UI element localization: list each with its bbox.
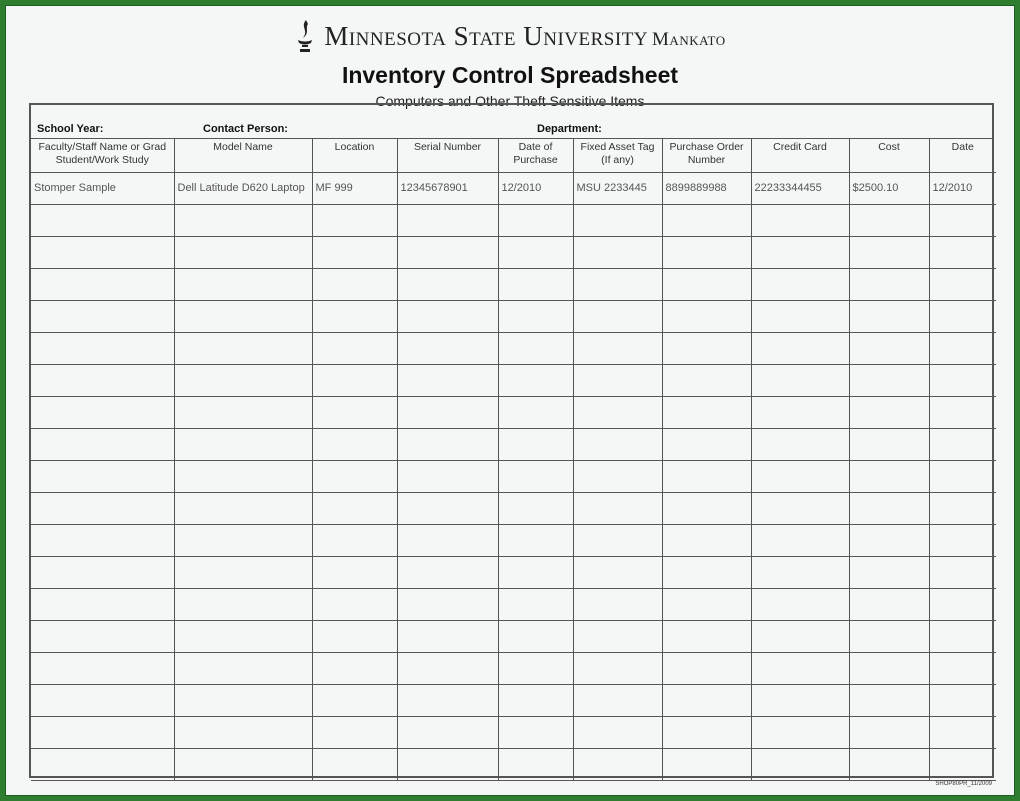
table-cell[interactable]: 8899889988 bbox=[662, 172, 751, 204]
blank-cell[interactable] bbox=[174, 524, 312, 556]
blank-table-row bbox=[31, 364, 996, 396]
column-header: Credit Card bbox=[751, 139, 849, 172]
blank-cell[interactable] bbox=[498, 716, 573, 748]
blank-table-row bbox=[31, 204, 996, 236]
blank-cell[interactable] bbox=[662, 300, 751, 332]
blank-cell[interactable] bbox=[174, 620, 312, 652]
blank-cell[interactable] bbox=[174, 332, 312, 364]
blank-cell[interactable] bbox=[397, 396, 498, 428]
blank-cell[interactable] bbox=[751, 492, 849, 524]
blank-cell[interactable] bbox=[397, 460, 498, 492]
blank-table-row bbox=[31, 556, 996, 588]
table-cell[interactable]: MF 999 bbox=[312, 172, 397, 204]
blank-cell[interactable] bbox=[312, 332, 397, 364]
blank-cell[interactable] bbox=[751, 588, 849, 620]
blank-table-row bbox=[31, 620, 996, 652]
form-page bbox=[5, 5, 1015, 796]
blank-cell[interactable] bbox=[174, 588, 312, 620]
blank-cell[interactable] bbox=[174, 396, 312, 428]
blank-cell[interactable] bbox=[397, 300, 498, 332]
blank-cell[interactable] bbox=[498, 364, 573, 396]
blank-cell[interactable] bbox=[573, 748, 662, 780]
blank-cell[interactable] bbox=[498, 620, 573, 652]
blank-cell[interactable] bbox=[31, 332, 174, 364]
blank-cell[interactable] bbox=[662, 748, 751, 780]
blank-cell[interactable] bbox=[662, 428, 751, 460]
blank-cell[interactable] bbox=[751, 556, 849, 588]
blank-cell[interactable] bbox=[751, 684, 849, 716]
table-cell[interactable]: 12345678901 bbox=[397, 172, 498, 204]
blank-cell[interactable] bbox=[31, 588, 174, 620]
blank-cell[interactable] bbox=[312, 620, 397, 652]
blank-cell[interactable] bbox=[662, 396, 751, 428]
blank-cell[interactable] bbox=[174, 460, 312, 492]
blank-cell[interactable] bbox=[573, 300, 662, 332]
blank-cell[interactable] bbox=[31, 492, 174, 524]
blank-cell[interactable] bbox=[312, 556, 397, 588]
blank-cell[interactable] bbox=[573, 684, 662, 716]
blank-cell[interactable] bbox=[31, 716, 174, 748]
blank-table-row bbox=[31, 588, 996, 620]
blank-cell[interactable] bbox=[397, 652, 498, 684]
blank-cell[interactable] bbox=[849, 588, 929, 620]
blank-cell[interactable] bbox=[498, 236, 573, 268]
document-subtitle: Computers and Other Theft Sensitive Items bbox=[375, 93, 645, 109]
blank-cell[interactable] bbox=[573, 524, 662, 556]
blank-cell[interactable] bbox=[397, 364, 498, 396]
blank-cell[interactable] bbox=[849, 556, 929, 588]
blank-cell[interactable] bbox=[849, 492, 929, 524]
blank-cell[interactable] bbox=[498, 268, 573, 300]
blank-cell[interactable] bbox=[573, 364, 662, 396]
table-cell[interactable]: Stomper Sample bbox=[31, 172, 174, 204]
blank-cell[interactable] bbox=[174, 364, 312, 396]
blank-cell[interactable] bbox=[929, 748, 996, 780]
blank-cell[interactable] bbox=[849, 684, 929, 716]
table-row bbox=[31, 172, 996, 204]
blank-cell[interactable] bbox=[498, 332, 573, 364]
blank-cell[interactable] bbox=[929, 556, 996, 588]
column-header: Purchase Order Number bbox=[662, 139, 751, 172]
blank-cell[interactable] bbox=[662, 236, 751, 268]
university-name bbox=[324, 21, 725, 52]
blank-cell[interactable] bbox=[573, 588, 662, 620]
blank-cell[interactable] bbox=[662, 556, 751, 588]
blank-table-row bbox=[31, 300, 996, 332]
column-header: Faculty/Staff Name or Grad Student/Work Study bbox=[31, 139, 174, 172]
blank-cell[interactable] bbox=[31, 460, 174, 492]
blank-cell[interactable] bbox=[174, 652, 312, 684]
blank-table-row bbox=[31, 748, 996, 780]
column-header: Location bbox=[312, 139, 397, 172]
blank-cell[interactable] bbox=[662, 524, 751, 556]
blank-cell[interactable] bbox=[751, 652, 849, 684]
blank-cell[interactable] bbox=[929, 620, 996, 652]
blank-cell[interactable] bbox=[573, 204, 662, 236]
blank-cell[interactable] bbox=[662, 620, 751, 652]
blank-cell[interactable] bbox=[573, 492, 662, 524]
blank-cell[interactable] bbox=[573, 236, 662, 268]
column-header: Fixed Asset Tag (If any) bbox=[573, 139, 662, 172]
blank-cell[interactable] bbox=[573, 428, 662, 460]
table-body bbox=[31, 172, 996, 780]
blank-cell[interactable] bbox=[849, 204, 929, 236]
blank-cell[interactable] bbox=[174, 684, 312, 716]
torch-flame-icon bbox=[294, 18, 316, 54]
blank-cell[interactable] bbox=[751, 364, 849, 396]
blank-cell[interactable] bbox=[929, 396, 996, 428]
blank-cell[interactable] bbox=[849, 524, 929, 556]
table-cell[interactable]: MSU 2233445 bbox=[573, 172, 662, 204]
blank-cell[interactable] bbox=[929, 524, 996, 556]
blank-cell[interactable] bbox=[397, 556, 498, 588]
blank-cell[interactable] bbox=[849, 620, 929, 652]
blank-cell[interactable] bbox=[751, 236, 849, 268]
blank-cell[interactable] bbox=[751, 620, 849, 652]
university-name-text: Minnesota State University bbox=[324, 20, 649, 51]
blank-cell[interactable] bbox=[31, 268, 174, 300]
column-header: Serial Number bbox=[397, 139, 498, 172]
form-header bbox=[6, 16, 1014, 109]
blank-cell[interactable] bbox=[498, 300, 573, 332]
blank-table-row bbox=[31, 684, 996, 716]
blank-cell[interactable] bbox=[751, 748, 849, 780]
blank-cell[interactable] bbox=[751, 428, 849, 460]
info-row bbox=[31, 105, 992, 139]
blank-cell[interactable] bbox=[573, 716, 662, 748]
blank-cell[interactable] bbox=[662, 460, 751, 492]
blank-cell[interactable] bbox=[662, 652, 751, 684]
blank-cell[interactable] bbox=[31, 204, 174, 236]
blank-cell[interactable] bbox=[849, 396, 929, 428]
blank-cell[interactable] bbox=[312, 460, 397, 492]
blank-cell[interactable] bbox=[929, 588, 996, 620]
blank-table-row bbox=[31, 524, 996, 556]
blank-cell[interactable] bbox=[312, 396, 397, 428]
blank-cell[interactable] bbox=[573, 652, 662, 684]
blank-cell[interactable] bbox=[498, 588, 573, 620]
blank-cell[interactable] bbox=[929, 492, 996, 524]
blank-cell[interactable] bbox=[397, 524, 498, 556]
blank-cell[interactable] bbox=[31, 652, 174, 684]
blank-cell[interactable] bbox=[312, 428, 397, 460]
blank-cell[interactable] bbox=[662, 268, 751, 300]
blank-cell[interactable] bbox=[849, 652, 929, 684]
blank-cell[interactable] bbox=[929, 364, 996, 396]
blank-cell[interactable] bbox=[397, 716, 498, 748]
blank-cell[interactable] bbox=[498, 652, 573, 684]
blank-cell[interactable] bbox=[662, 716, 751, 748]
blank-cell[interactable] bbox=[397, 332, 498, 364]
blank-cell[interactable] bbox=[498, 748, 573, 780]
blank-cell[interactable] bbox=[573, 620, 662, 652]
blank-cell[interactable] bbox=[662, 684, 751, 716]
blank-cell[interactable] bbox=[849, 268, 929, 300]
blank-cell[interactable] bbox=[573, 556, 662, 588]
blank-cell[interactable] bbox=[31, 236, 174, 268]
inventory-table bbox=[31, 139, 996, 781]
blank-cell[interactable] bbox=[174, 556, 312, 588]
table-cell[interactable]: $2500.10 bbox=[849, 172, 929, 204]
blank-cell[interactable] bbox=[849, 364, 929, 396]
table-cell[interactable]: 12/2010 bbox=[929, 172, 996, 204]
column-header: Cost bbox=[849, 139, 929, 172]
blank-cell[interactable] bbox=[929, 204, 996, 236]
blank-cell[interactable] bbox=[751, 524, 849, 556]
university-logo-line bbox=[6, 16, 1014, 56]
blank-cell[interactable] bbox=[929, 268, 996, 300]
blank-cell[interactable] bbox=[312, 300, 397, 332]
blank-cell[interactable] bbox=[397, 236, 498, 268]
blank-table-row bbox=[31, 428, 996, 460]
blank-cell[interactable] bbox=[573, 396, 662, 428]
blank-cell[interactable] bbox=[498, 428, 573, 460]
blank-cell[interactable] bbox=[849, 332, 929, 364]
blank-cell[interactable] bbox=[929, 460, 996, 492]
blank-cell[interactable] bbox=[849, 716, 929, 748]
blank-cell[interactable] bbox=[312, 204, 397, 236]
blank-cell[interactable] bbox=[662, 332, 751, 364]
blank-cell[interactable] bbox=[312, 588, 397, 620]
blank-cell[interactable] bbox=[312, 652, 397, 684]
blank-cell[interactable] bbox=[751, 268, 849, 300]
university-campus-text: Mankato bbox=[652, 28, 726, 50]
blank-cell[interactable] bbox=[397, 492, 498, 524]
blank-cell[interactable] bbox=[31, 748, 174, 780]
blank-cell[interactable] bbox=[31, 620, 174, 652]
blank-table-row bbox=[31, 460, 996, 492]
table-cell[interactable]: Dell Latitude D620 Laptop bbox=[174, 172, 312, 204]
blank-cell[interactable] bbox=[397, 588, 498, 620]
blank-table-row bbox=[31, 236, 996, 268]
blank-cell[interactable] bbox=[498, 396, 573, 428]
blank-cell[interactable] bbox=[312, 492, 397, 524]
blank-cell[interactable] bbox=[662, 204, 751, 236]
blank-table-row bbox=[31, 716, 996, 748]
document-title: Inventory Control Spreadsheet bbox=[341, 62, 679, 88]
blank-cell[interactable] bbox=[312, 716, 397, 748]
blank-cell[interactable] bbox=[31, 684, 174, 716]
column-header: Date of Purchase bbox=[498, 139, 573, 172]
blank-table-row bbox=[31, 492, 996, 524]
blank-cell[interactable] bbox=[498, 556, 573, 588]
blank-cell[interactable] bbox=[174, 716, 312, 748]
blank-cell[interactable] bbox=[751, 204, 849, 236]
blank-cell[interactable] bbox=[397, 204, 498, 236]
blank-cell[interactable] bbox=[573, 460, 662, 492]
blank-cell[interactable] bbox=[174, 428, 312, 460]
blank-cell[interactable] bbox=[312, 684, 397, 716]
blank-cell[interactable] bbox=[397, 748, 498, 780]
blank-cell[interactable] bbox=[312, 236, 397, 268]
blank-cell[interactable] bbox=[929, 332, 996, 364]
blank-cell[interactable] bbox=[573, 268, 662, 300]
blank-cell[interactable] bbox=[929, 428, 996, 460]
blank-cell[interactable] bbox=[751, 300, 849, 332]
blank-cell[interactable] bbox=[929, 300, 996, 332]
blank-cell[interactable] bbox=[751, 396, 849, 428]
blank-cell[interactable] bbox=[849, 460, 929, 492]
blank-cell[interactable] bbox=[849, 748, 929, 780]
school-year-label: School Year: bbox=[37, 123, 104, 135]
blank-cell[interactable] bbox=[312, 268, 397, 300]
blank-cell[interactable] bbox=[498, 684, 573, 716]
contact-person-label: Contact Person: bbox=[203, 123, 288, 135]
blank-cell[interactable] bbox=[31, 396, 174, 428]
blank-cell[interactable] bbox=[174, 300, 312, 332]
blank-cell[interactable] bbox=[751, 332, 849, 364]
blank-cell[interactable] bbox=[31, 556, 174, 588]
blank-cell[interactable] bbox=[498, 524, 573, 556]
blank-cell[interactable] bbox=[31, 524, 174, 556]
blank-cell[interactable] bbox=[662, 492, 751, 524]
blank-table-row bbox=[31, 332, 996, 364]
blank-cell[interactable] bbox=[929, 716, 996, 748]
table-cell[interactable]: 12/2010 bbox=[498, 172, 573, 204]
form-code: SHOP80PR_11/2009 bbox=[935, 781, 992, 787]
blank-cell[interactable] bbox=[573, 332, 662, 364]
blank-cell[interactable] bbox=[498, 460, 573, 492]
blank-table-row bbox=[31, 652, 996, 684]
blank-cell[interactable] bbox=[397, 268, 498, 300]
blank-cell[interactable] bbox=[929, 236, 996, 268]
column-header: Model Name bbox=[174, 139, 312, 172]
blank-cell[interactable] bbox=[397, 684, 498, 716]
blank-cell[interactable] bbox=[751, 460, 849, 492]
blank-cell[interactable] bbox=[849, 428, 929, 460]
column-header: Date bbox=[929, 139, 996, 172]
blank-cell[interactable] bbox=[174, 492, 312, 524]
blank-cell[interactable] bbox=[498, 204, 573, 236]
blank-cell[interactable] bbox=[751, 716, 849, 748]
table-header-row bbox=[31, 139, 996, 172]
blank-cell[interactable] bbox=[312, 748, 397, 780]
blank-cell[interactable] bbox=[174, 204, 312, 236]
blank-cell[interactable] bbox=[31, 300, 174, 332]
inventory-sheet bbox=[29, 103, 994, 778]
blank-cell[interactable] bbox=[929, 684, 996, 716]
table-cell[interactable]: 22233344455 bbox=[751, 172, 849, 204]
blank-cell[interactable] bbox=[397, 620, 498, 652]
blank-cell[interactable] bbox=[174, 748, 312, 780]
blank-cell[interactable] bbox=[662, 588, 751, 620]
blank-cell[interactable] bbox=[397, 428, 498, 460]
blank-cell[interactable] bbox=[662, 364, 751, 396]
blank-cell[interactable] bbox=[31, 364, 174, 396]
department-label: Department: bbox=[537, 123, 602, 135]
blank-cell[interactable] bbox=[929, 652, 996, 684]
blank-table-row bbox=[31, 268, 996, 300]
blank-cell[interactable] bbox=[849, 300, 929, 332]
blank-cell[interactable] bbox=[849, 236, 929, 268]
blank-cell[interactable] bbox=[498, 492, 573, 524]
blank-table-row bbox=[31, 396, 996, 428]
blank-cell[interactable] bbox=[312, 524, 397, 556]
blank-cell[interactable] bbox=[312, 364, 397, 396]
blank-cell[interactable] bbox=[174, 236, 312, 268]
blank-cell[interactable] bbox=[174, 268, 312, 300]
blank-cell[interactable] bbox=[31, 428, 174, 460]
